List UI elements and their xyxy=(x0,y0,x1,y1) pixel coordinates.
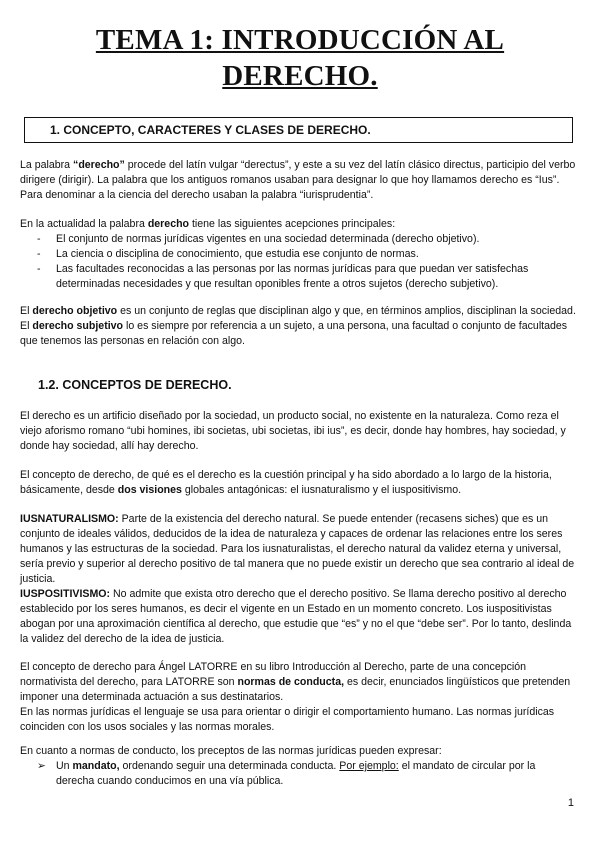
list-item-text: Las facultades reconocidas a las personas por las normas jurídicas para que puedan ver satisfechas determinadas necesidades y que resultan oponibles frente a otros sujetos (derecho subjetivo). xyxy=(56,263,529,290)
paragraph-origin xyxy=(20,158,576,203)
text: el mandato de circular por la derecha cuando conducimos en una vía pública. xyxy=(56,760,536,787)
list-item: - El conjunto de normas jurídicas vigentes en una sociedad determinada (derecho objetivo). xyxy=(37,233,480,245)
bold-term: “derecho” xyxy=(73,159,125,171)
list-item: - La ciencia o disciplina de conocimiento, que estudia ese conjunto de normas. xyxy=(37,248,419,260)
section-heading: 1. CONCEPTO, CARACTERES Y CLASES DE DERECHO. xyxy=(50,123,371,137)
paragraph-derecho-objetivo xyxy=(20,304,576,349)
text: La palabra xyxy=(20,159,74,171)
text: Un xyxy=(56,760,73,772)
list-item-text: El conjunto de normas jurídicas vigentes en una sociedad determinada (derecho objetivo). xyxy=(56,233,480,245)
bold-term: derecho xyxy=(147,218,190,230)
preceptos-list xyxy=(20,759,576,789)
bold-term: derecho subjetivo xyxy=(32,320,124,332)
paragraph-artificio: El derecho es un artificio diseñado por la sociedad, un producto social, no existente en la naturaleza. Como reza el viejo aforismo romano “ubi homines, ibi societas, ubi societas, ibi ius”, es decir, donde hay hombres, hay sociedad, y donde hay sociedad, allí hay derecho. xyxy=(20,410,566,452)
text: En las normas jurídicas el lenguaje se usa para orientar o dirigir el comportamiento humano. Las normas jurídicas coinciden con los usos sociales y las normas morales. xyxy=(20,706,555,733)
text: El xyxy=(20,305,33,317)
arrow-bullet-icon: ➢ xyxy=(37,760,46,772)
text: El concepto de derecho, de qué es el derecho es la cuestión principal y ha sido abordado a lo largo de la historia, básicamente, desde xyxy=(20,469,552,496)
bold-term: derecho objetivo xyxy=(32,305,118,317)
text: lo es siempre por referencia a un sujeto, a una persona, una facultad o conjunto de facultades que tenemos las personas en relación con algo. xyxy=(20,320,568,347)
text: globales antagónicas: el iusnaturalismo y el iuspositivismo. xyxy=(181,484,462,496)
bold-term: dos visiones xyxy=(117,484,182,496)
paragraph-latorre xyxy=(20,660,576,735)
list-item xyxy=(20,759,576,789)
page-number: 1 xyxy=(567,797,574,809)
paragraph-iusnaturalismo xyxy=(20,512,576,647)
text: El xyxy=(20,320,33,332)
text: No admite que exista otro derecho que el derecho positivo. Se llama derecho positivo al derecho establecido por los seres humanos, es decir el vigente en un Estado en un momento concreto. Los iuspositivistas abogan por una aproximación científica al derecho, que estudie que “es” y no el que “debe ser”. Por lo tanto, deslinda la validez del derecho de la idea de justicia. xyxy=(20,588,572,645)
acepciones-list xyxy=(20,232,576,292)
text: El concepto de derecho para Ángel LATORRE en su libro Introducción al Derecho, parte de una concepción normativista del derecho, para LATORRE son xyxy=(20,661,527,688)
text: es un conjunto de reglas que disciplinan algo y que, en términos amplios, disciplinan la sociedad. xyxy=(117,305,576,317)
paragraph-preceptos: En cuanto a normas de conducto, los preceptos de las normas jurídicas pueden expresar: xyxy=(20,745,442,757)
page-title: TEMA 1: INTRODUCCIÓN AL DERECHO. xyxy=(95,24,505,92)
text: es decir, enunciados lingüísticos que pretenden imponer una determinada actuación a sus destinatarios. xyxy=(20,676,571,703)
text: tiene las siguientes acepciones principales: xyxy=(189,218,396,230)
text: ordenando seguir una determinada conducta. xyxy=(119,760,340,772)
subsection-heading: 1.2. CONCEPTOS DE DERECHO. xyxy=(38,378,232,392)
paragraph-acepciones xyxy=(20,217,576,232)
underlined-text: Por ejemplo: xyxy=(339,760,399,772)
bold-term: IUSPOSITIVISMO: xyxy=(20,588,111,600)
text: procede del latín vulgar “derectus”, y este a su vez del latín clásico directus, participio del verbo dirigere (dirigir). La palabra que los antiguos romanos usaban para designar lo que hoy llamamos derecho es “Ius”. Para denominar a la ciencia del derecho usaban la palabra “iurisprudentia”. xyxy=(20,159,576,201)
list-item: - Las facultades reconocidas a las personas por las normas jurídicas para que puedan ver satisfechas determinadas necesidades y que resultan oponibles frente a otros sujetos (derecho subjetivo). xyxy=(37,263,529,290)
text: Parte de la existencia del derecho natural. Se puede entender (recasens siches) que es un conjunto de ideales válidos, deducidos de la idea de naturaleza y capaces de ordenar las relaciones entre los seres humanos y las estructuras de la sociedad. Para los iusnaturalistas, el derecho natural da validez eterna y universal, sería previo y superior al derecho positivo de tal manera que no puede existir un derecho que sea contrario al ideal de justicia. xyxy=(20,513,575,585)
text: En la actualidad la palabra xyxy=(20,218,148,230)
bold-term: normas de conducta, xyxy=(237,676,345,688)
bold-term: IUSNATURALISMO: xyxy=(20,513,119,525)
list-item-text: La ciencia o disciplina de conocimiento, que estudia ese conjunto de normas. xyxy=(56,248,419,260)
section-heading-box xyxy=(24,117,573,143)
paragraph-visiones xyxy=(20,468,576,498)
bold-term: mandato, xyxy=(72,760,120,772)
